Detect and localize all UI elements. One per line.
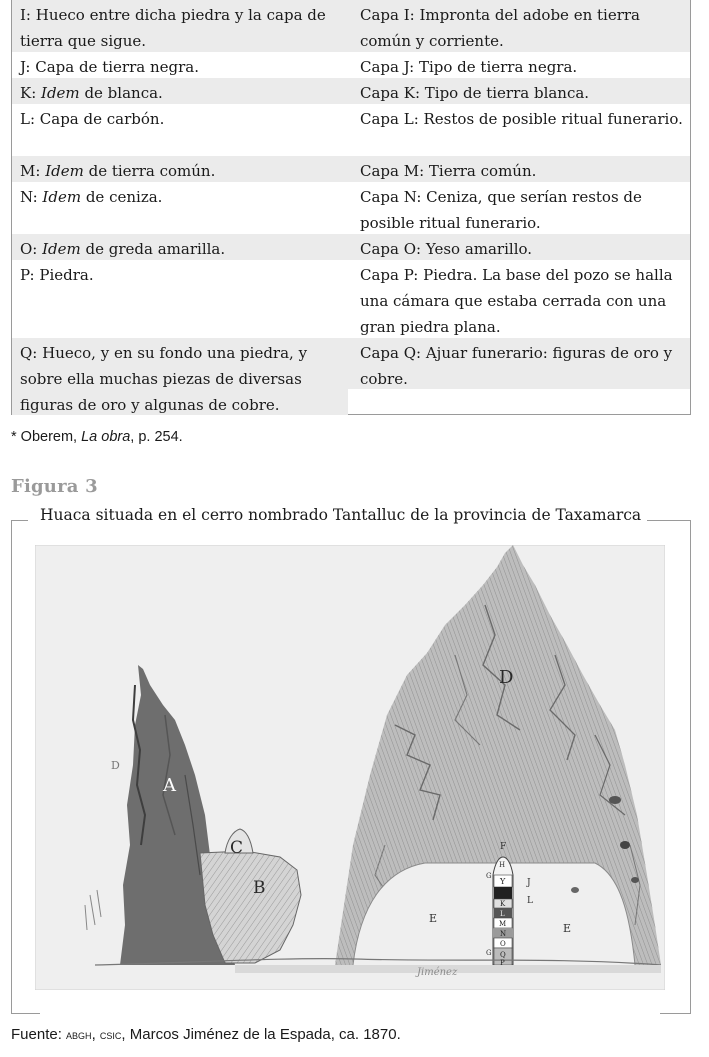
table-row (12, 338, 690, 414)
table-cell-right: Capa K: Tipo de tierra blanca. (360, 84, 590, 102)
label-c: C (230, 838, 244, 858)
table-cell-left: K: Idem de blanca. (20, 84, 163, 102)
huaca-sketch (35, 545, 665, 990)
strata-comparison-table (11, 0, 691, 415)
table-row (12, 182, 690, 234)
table-cell-right: Capa I: Impronta del adobe en tierra común y corriente. (360, 6, 640, 50)
label-f: F (500, 842, 507, 852)
label-d-small: D (111, 759, 120, 772)
col-label-q: Q (500, 951, 506, 959)
col-label-m: M (499, 920, 507, 928)
label-b: B (253, 878, 266, 898)
table-footnote: * Oberem, La obra, p. 254. (11, 429, 183, 445)
table-cell-left: I: Hueco entre dicha piedra y la capa de tierra que sigue. (20, 6, 326, 50)
col-label-p: P (500, 959, 505, 967)
col-label-y: Y (500, 877, 506, 886)
table-cell-right: Capa P: Piedra. La base del pozo se halla una cámara que estaba cerrada con una gran piedra plana. (360, 266, 673, 336)
col-label-n: N (500, 930, 507, 938)
table-cell-right: Capa L: Restos de posible ritual funerario. (360, 110, 683, 128)
figure-title: Huaca situada en el cerro nombrado Tantalluc de la provincia de Taxamarca (40, 506, 642, 524)
table-cell-right: Capa Q: Ajuar funerario: figuras de oro y cobre. (360, 344, 673, 388)
table-cell-left: J: Capa de tierra negra. (20, 58, 199, 76)
table-cell-left: Q: Hueco, y en su fondo una piedra, y sobre ella muchas piezas de diversas figuras de oro y algunas de cobre. (20, 344, 308, 414)
table-cell-left: N: Idem de ceniza. (20, 188, 163, 206)
table-row (12, 156, 690, 182)
col-label-k: K (500, 900, 506, 908)
figure-label: Figura 3 (11, 476, 98, 497)
table-cell-right: Capa M: Tierra común. (360, 162, 537, 180)
table-row (12, 52, 690, 78)
figure-source: Fuente: abgh, csic, Marcos Jiménez de la Espada, ca. 1870. (11, 1026, 401, 1043)
table-cell-right: Capa N: Ceniza, que serían restos de posible ritual funerario. (360, 188, 642, 232)
col-label-l: L (500, 910, 505, 918)
table-cell-left: O: Idem de greda amarilla. (20, 240, 226, 258)
table-row (12, 260, 690, 338)
label-e-left: E (429, 912, 438, 925)
table-cell-right: Capa J: Tipo de tierra negra. (360, 58, 578, 76)
table-cell-left: P: Piedra. (20, 266, 94, 284)
table-row (12, 0, 690, 52)
label-l: L (527, 896, 533, 906)
frame-bottom-mask (40, 1008, 660, 1018)
table-row (12, 234, 690, 260)
table-row (12, 104, 690, 156)
label-a: A (163, 775, 176, 796)
col-label-g2: G (486, 949, 492, 957)
table-cell-left: L: Capa de carbón. (20, 110, 165, 128)
table-cell-right: Capa O: Yeso amarillo. (360, 240, 533, 258)
artist-signature: Jiménez (417, 967, 458, 978)
label-j: J (527, 878, 531, 888)
table-cell-left: M: Idem de tierra común. (20, 162, 216, 180)
label-e-right: E (563, 922, 572, 935)
col-label-o: O (500, 940, 506, 948)
col-label-h: H (499, 861, 506, 869)
col-label-g: G (486, 872, 492, 880)
table-row (12, 78, 690, 104)
label-d: D (499, 667, 514, 688)
